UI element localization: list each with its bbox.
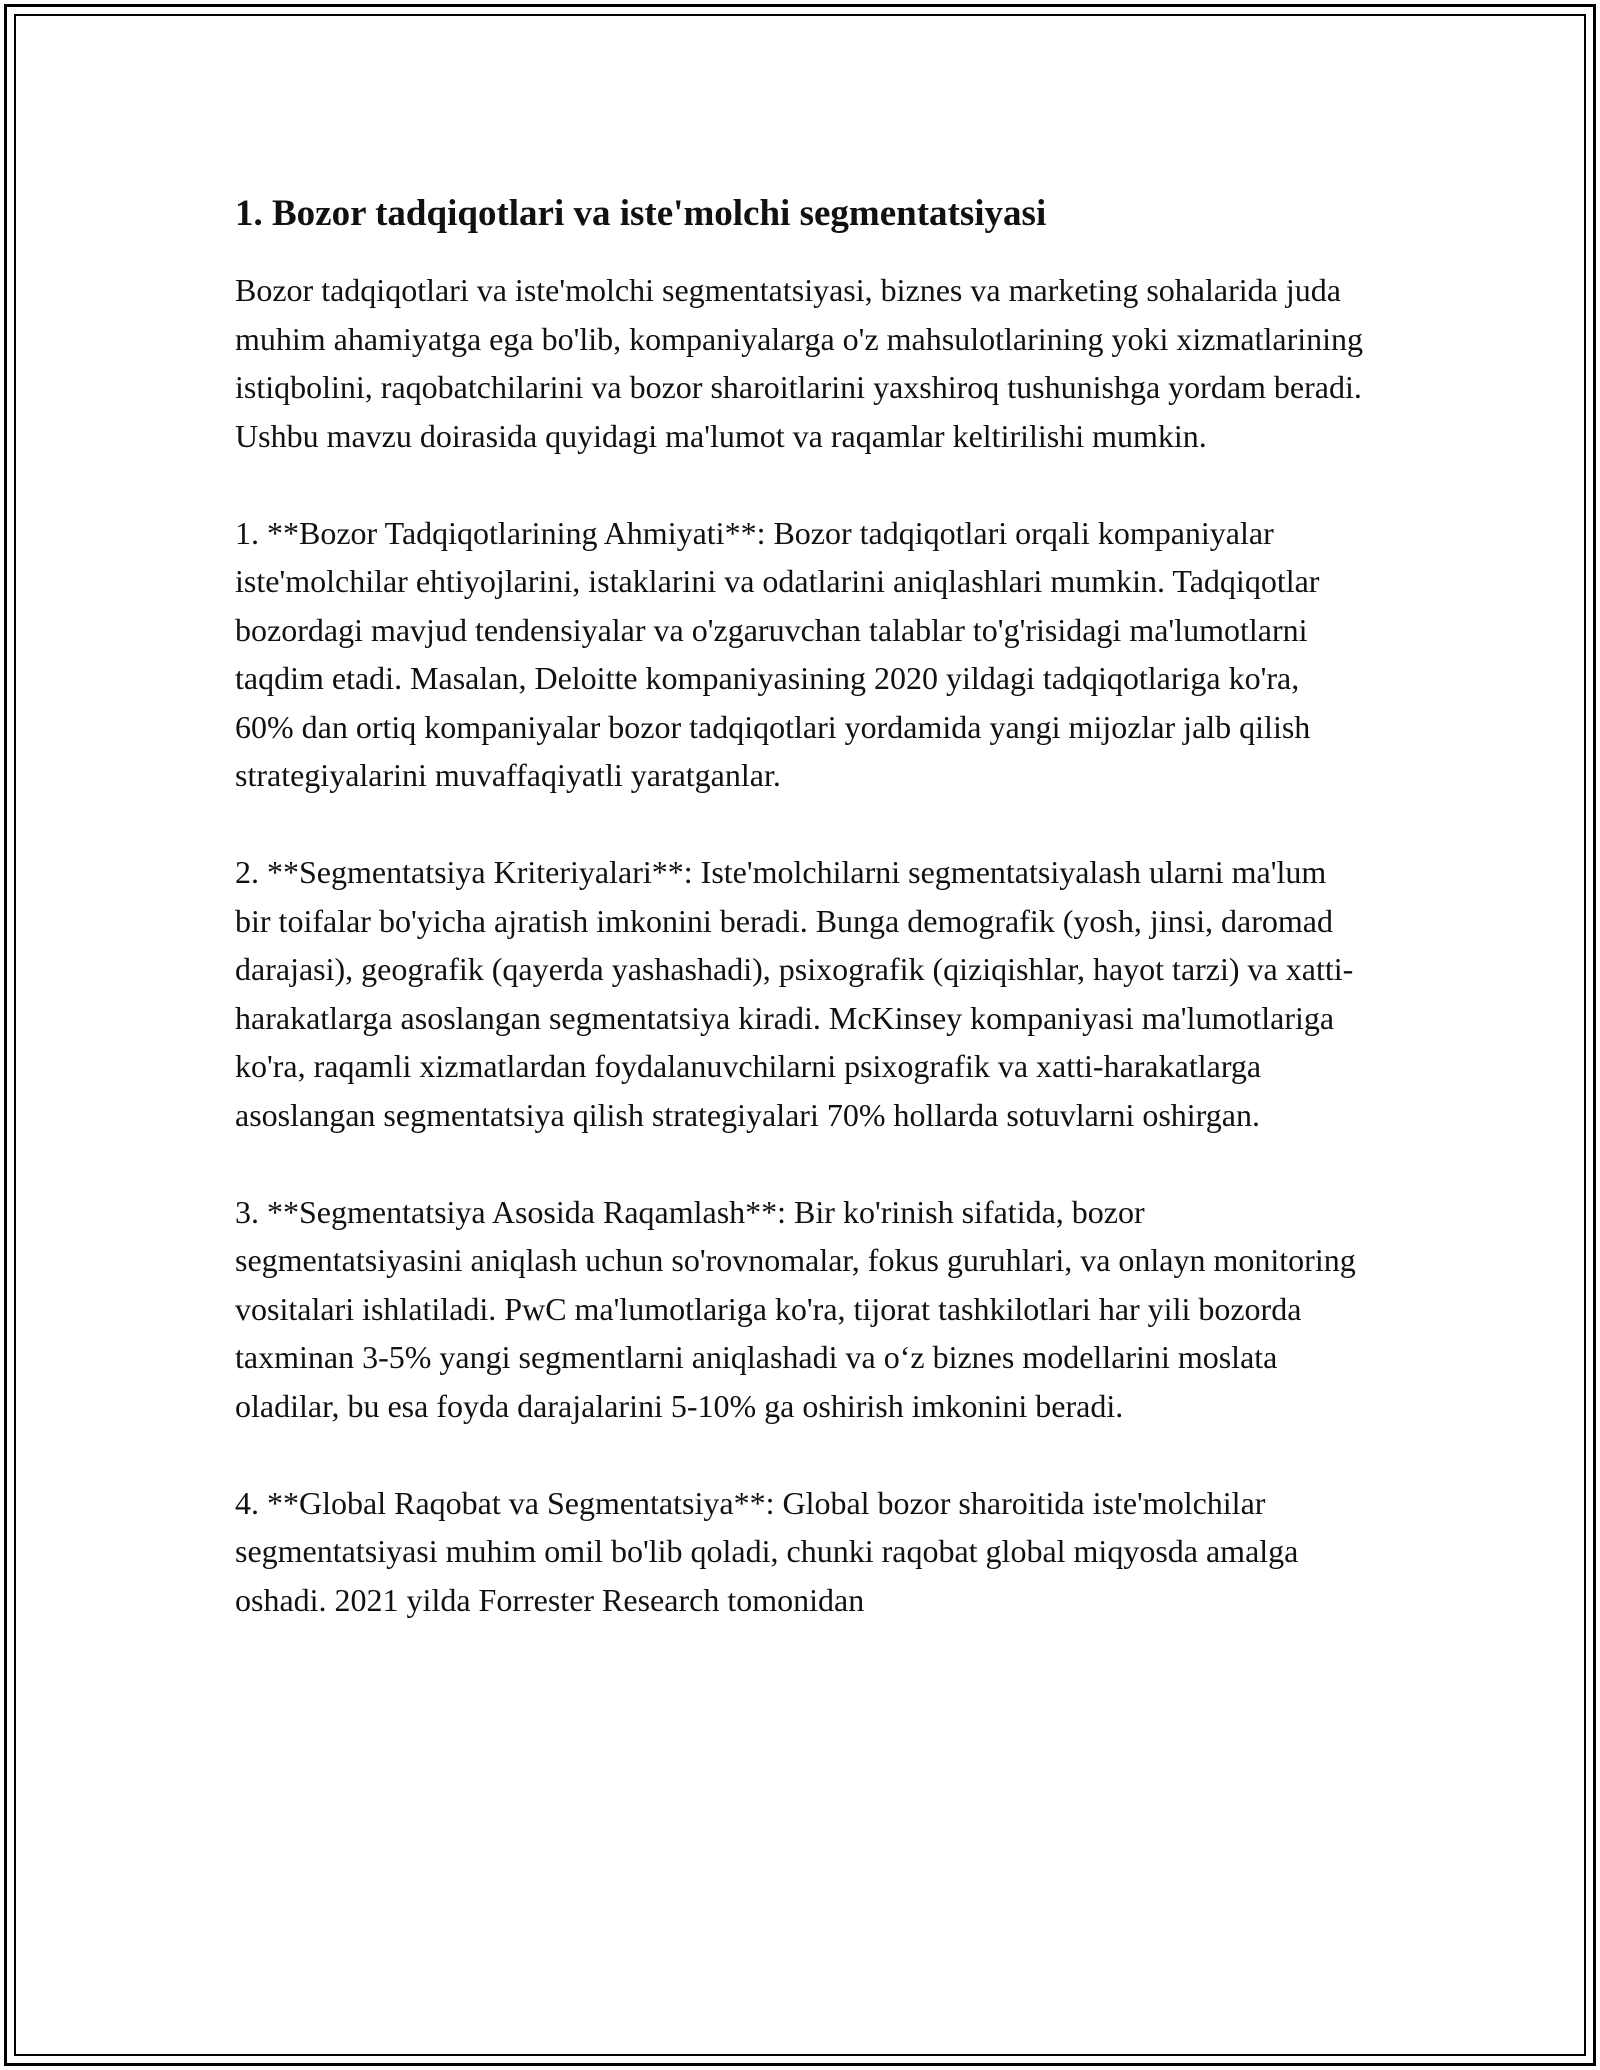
intro-paragraph: Bozor tadqiqotlari va iste'molchi segmentatsiyasi, biznes va marketing sohalarida juda muhim ahamiyatga ega bo'lib, kompaniyalarga o'z mahsulotlarining yoki xizmatlarining istiqbolini, raqobatchilarini va bozor sharoitlarini yaxshiroq tushunishga yordam beradi. Ushbu mavzu doirasida quyidagi ma'lumot va raqamlar keltirilishi mumkin. (235, 272, 1363, 454)
point-1-paragraph: 1. **Bozor Tadqiqotlarining Ahmiyati**: Bozor tadqiqotlari orqali kompaniyalar iste'molchilar ehtiyojlarini, istaklarini va odatlarini aniqlashlari mumkin. Tadqiqotlar bozordagi mavjud tendensiyalar va o'zgaruvchan talablar to'g'risidagi ma'lumotlarni taqdim etadi. Masalan, Deloitte kompaniyasining 2020 yildagi tadqiqotlariga ko'ra, 60% dan ortiq kompaniyalar bozor tadqiqotlari yordamida yangi mijozlar jalb qilish strategiyalarini muvaffaqiyatli yaratganlar. (235, 514, 1320, 793)
point-2-paragraph: 2. **Segmentatsiya Kriteriyalari**: Iste'molchilarni segmentatsiyalash ularni ma'lum bir toifalar bo'yicha ajratish imkonini beradi. Bunga demografik (yosh, jinsi, daromad darajasi), geografik (qayerda yashashadi), psixografik (qiziqishlar, hayot tarzi) va xatti-harakatlarga asoslangan segmentatsiya kiradi. McKinsey kompaniyasi ma'lumotlariga ko'ra, raqamli xizmatlardan foydalanuvchilarni psixografik va xatti-harakatlarga asoslangan segmentatsiya qilish strategiyalari 70% hollarda sotuvlarni oshirgan. (235, 854, 1354, 1133)
section-heading: 1. Bozor tadqiqotlari va iste'molchi segmentatsiyasi (235, 193, 1047, 234)
point-4-paragraph: 4. **Global Raqobat va Segmentatsiya**: Global bozor sharoitida iste'molchilar segmentatsiyasi muhim omil bo'lib qoladi, chunki raqobat global miqyosda amalga oshadi. 2021 yilda Forrester Research tomonidan (235, 1484, 1299, 1618)
point-3-paragraph: 3. **Segmentatsiya Asosida Raqamlash**: Bir ko'rinish sifatida, bozor segmentatsiyasini aniqlash uchun so'rovnomalar, fokus guruhlari, va onlayn monitoring vositalari ishlatiladi. PwC ma'lumotlariga ko'ra, tijorat tashkilotlari har yili bozorda taxminan 3-5% yangi segmentlarni aniqlashadi va o‘z biznes modellarini moslata oladilar, bu esa foyda darajalarini 5-10% ga oshirish imkonini beradi. (235, 1193, 1356, 1424)
document-body (235, 190, 1365, 1673)
